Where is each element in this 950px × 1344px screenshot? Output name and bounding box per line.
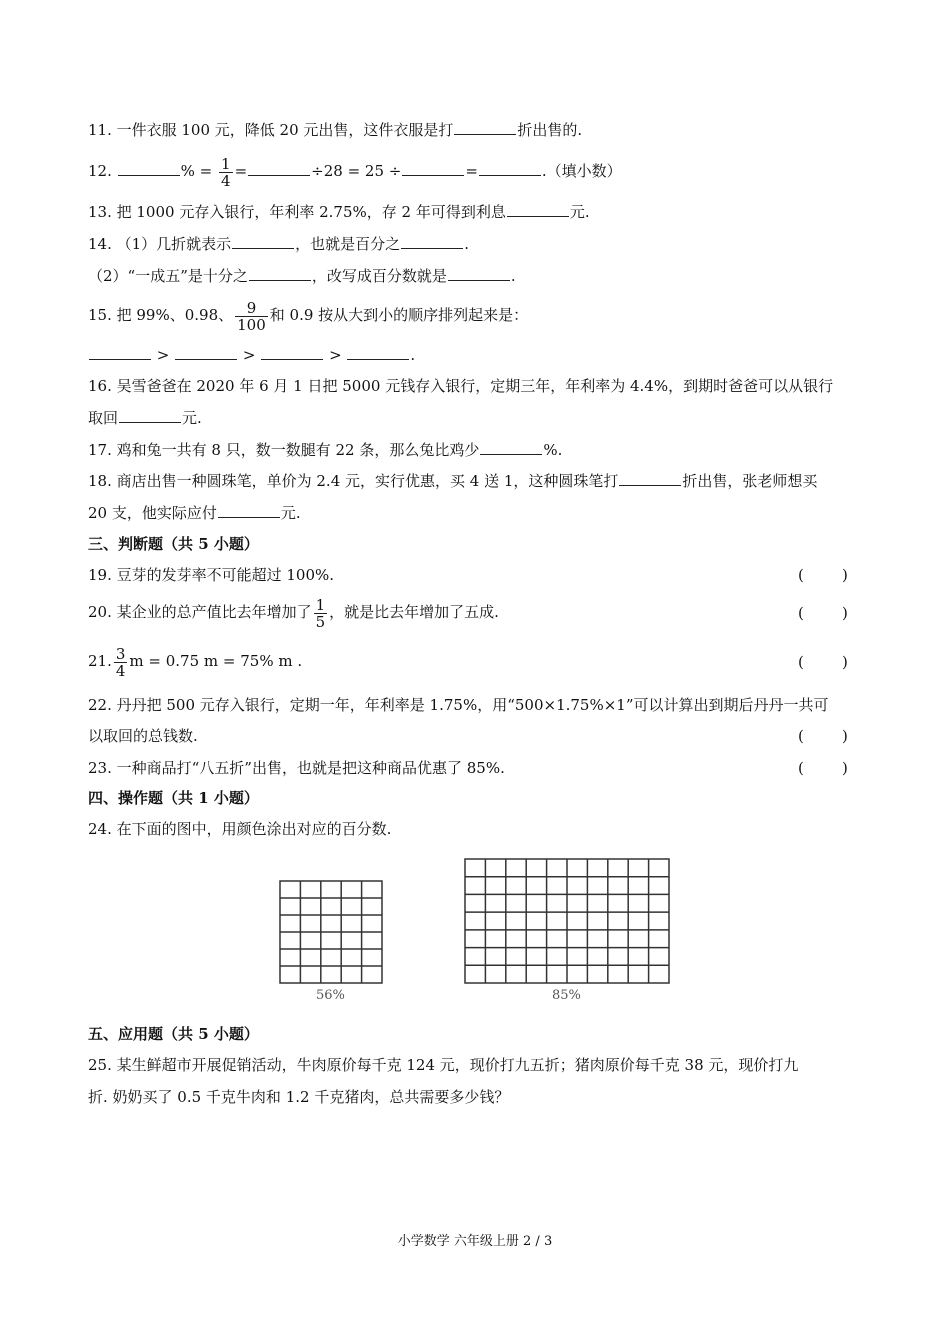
answer-blank[interactable] [448, 266, 510, 281]
answer-blank[interactable] [218, 503, 280, 518]
answer-parentheses[interactable]: ( ) [798, 566, 848, 584]
question-11: 11. 一件衣服 100 元，降低 20 元出售，这件衣服是打 折出售的. [88, 121, 583, 139]
answer-blank[interactable] [401, 234, 463, 249]
grid-56-label: 56% [316, 988, 345, 1003]
answer-blank[interactable] [480, 440, 542, 455]
answer-blank[interactable] [261, 345, 323, 360]
answer-blank[interactable] [232, 234, 294, 249]
answer-parentheses[interactable]: ( ) [798, 759, 848, 777]
question-12: 12. % = $\frac{1}{4}$ = ÷28 = 25 ÷ = .（填小数） [88, 154, 622, 190]
section-heading-judgement: 三、判断题（共 5 小题） [88, 535, 259, 553]
question-16-cont: 取回 元. [88, 409, 202, 427]
question-24: 24. 在下面的图中，用颜色涂出对应的百分数. [88, 820, 392, 838]
question-18: 18. 商店出售一种圆珠笔，单价为 2.4 元，实行优惠，买 4 送 1，这种圆珠笔打 折出售，张老师想买 [88, 472, 818, 490]
fraction-one-quarter: $\frac{1}{4}$ [221, 154, 231, 190]
answer-blank[interactable] [118, 161, 180, 176]
answer-parentheses[interactable]: ( ) [798, 604, 848, 622]
question-19: 19. 豆芽的发芽率不可能超过 100%. [88, 566, 335, 584]
question-15: 15. 把 99%、0.98、 $\frac{9}{100}$ 和 0.9 按从大到小的顺序排列起来是： [88, 298, 529, 334]
answer-blank[interactable] [249, 266, 311, 281]
fraction-nine-hundredths: $\frac{9}{100}$ [237, 298, 266, 334]
question-22: 22. 丹丹把 500 元存入银行，定期一年，年利率是 1.75%，用“500×1.75%×1”可以计算出到期后丹丹一共可 [88, 696, 829, 714]
answer-blank[interactable] [347, 345, 409, 360]
fraction-one-fifth: $\frac{1}{5}$ [315, 595, 326, 631]
fraction-three-quarters: $\frac{3}{4}$ [115, 644, 126, 680]
grid-56-svg[interactable] [279, 880, 383, 984]
grid-85-percent[interactable] [464, 858, 670, 988]
grid-85-label: 85% [552, 988, 581, 1003]
answer-blank[interactable] [479, 161, 541, 176]
question-14-part-2: （2）“一成五”是十分之 ，改写成百分数就是 . [88, 267, 516, 285]
question-23: 23. 一种商品打“八五折”出售，也就是把这种商品优惠了 85%. [88, 759, 505, 777]
answer-blank[interactable] [619, 471, 681, 486]
question-22-cont: 以取回的总钱数. [88, 727, 198, 745]
answer-blank[interactable] [402, 161, 464, 176]
question-25: 25. 某生鲜超市开展促销活动，牛肉原价每千克 124 元，现价打九五折；猪肉原价每千克 38 元，现价打九 [88, 1056, 799, 1074]
answer-blank[interactable] [89, 345, 151, 360]
answer-blank[interactable] [454, 120, 516, 135]
question-21: 21. $\frac{3}{4}$ m = 0.75 m = 75% m . [88, 644, 303, 680]
question-25-cont: 折. 奶奶买了 0.5 千克牛肉和 1.2 千克猪肉，总共需要多少钱？ [88, 1088, 510, 1106]
question-20: 20. 某企业的总产值比去年增加了 $\frac{1}{5}$ ，就是比去年增加了五成. [88, 595, 499, 631]
answer-blank[interactable] [248, 161, 310, 176]
answer-blank[interactable] [507, 202, 569, 217]
question-16: 16. 吴雪爸爸在 2020 年 6 月 1 日把 5000 元钱存入银行，定期三年，年利率为 4.4%，到期时爸爸可以从银行 [88, 377, 834, 395]
question-17: 17. 鸡和兔一共有 8 只，数一数腿有 22 条，那么兔比鸡少 %. [88, 441, 563, 459]
answer-parentheses[interactable]: ( ) [798, 727, 848, 745]
question-18-cont: 20 支，他实际应付 元. [88, 504, 301, 522]
section-heading-application: 五、应用题（共 5 小题） [88, 1025, 259, 1043]
answer-blank[interactable] [175, 345, 237, 360]
section-heading-operation: 四、操作题（共 1 小题） [88, 789, 259, 807]
answer-parentheses[interactable]: ( ) [798, 653, 848, 671]
question-14-part-1: 14. （1）几折就表示 ，也就是百分之 . [88, 235, 469, 253]
grid-56-percent[interactable] [279, 880, 383, 988]
grid-85-svg[interactable] [464, 858, 670, 984]
question-15-order-line: > > > . [88, 345, 415, 365]
question-13: 13. 把 1000 元存入银行，年利率 2.75%，存 2 年可得到利息 元. [88, 203, 590, 221]
answer-blank[interactable] [119, 408, 181, 423]
page-footer: 小学数学 六年级上册 2 / 3 [397, 1234, 553, 1249]
